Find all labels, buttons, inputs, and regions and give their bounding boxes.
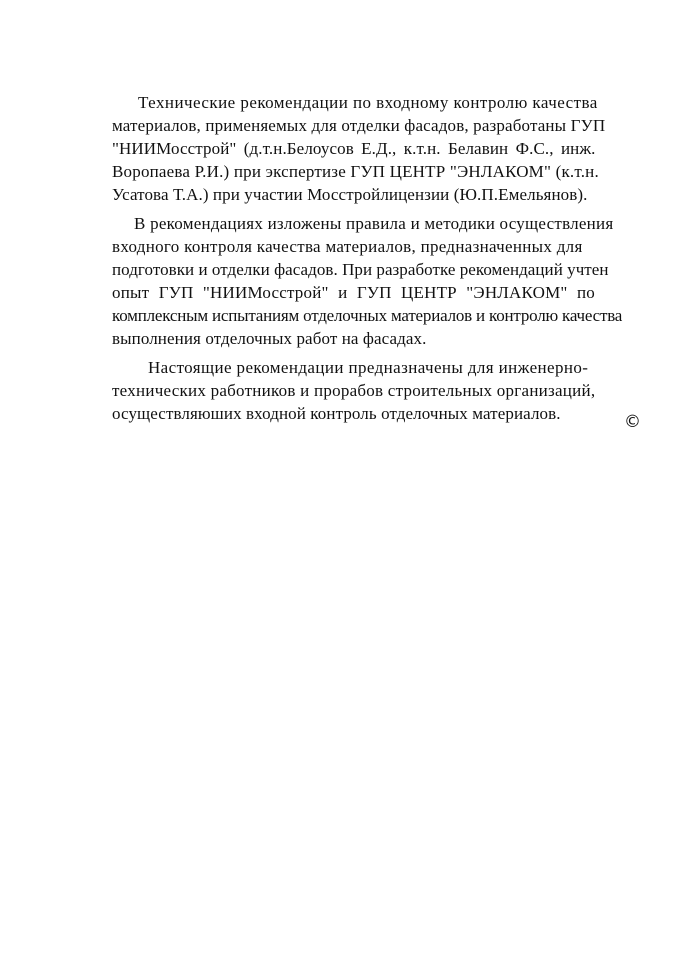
paragraph-audience <box>112 356 638 425</box>
text-line: осуществляюших входной контроль отделочных материалов. <box>112 404 561 423</box>
text-line: материалов, применяемых для отделки фасадов, разработаны ГУП <box>112 116 606 135</box>
text-line: В рекомендациях изложены правила и методики осуществления <box>134 214 614 233</box>
text-line: Усатова Т.А.) при участии Мосстройлицензии (Ю.П.Емельянов). <box>112 185 588 204</box>
text-line: комплексным испытаниям отделочных материалов и контролю качества <box>112 306 623 325</box>
text-line: подготовки и отделки фасадов. При разработке рекомендаций учтен <box>112 260 609 279</box>
text-line: "НИИМосстрой" (д.т.н.Белоусов Е.Д., к.т.н. Белавин Ф.С., инж. <box>112 139 596 158</box>
text-line: выполнения отделочных работ на фасадах. <box>112 329 427 348</box>
text-line: Воропаева Р.И.) при экспертизе ГУП ЦЕНТР "ЭНЛАКОМ" (к.т.н. <box>112 162 599 181</box>
text-line: Технические рекомендации по входному контролю качества <box>138 93 598 112</box>
text-line: Настоящие рекомендации предназначены для инженерно- <box>148 358 589 377</box>
copyright-sign: © <box>624 412 641 432</box>
body-text <box>112 91 638 425</box>
text-line: опыт ГУП "НИИМосстрой" и ГУП ЦЕНТР "ЭНЛАКОМ" по <box>112 283 595 302</box>
paragraph-contents <box>112 212 638 350</box>
text-line: технических работников и прорабов строительных организаций, <box>112 381 596 400</box>
text-line: входного контроля качества материалов, предназначенных для <box>112 237 583 256</box>
paragraph-authors <box>112 91 638 206</box>
